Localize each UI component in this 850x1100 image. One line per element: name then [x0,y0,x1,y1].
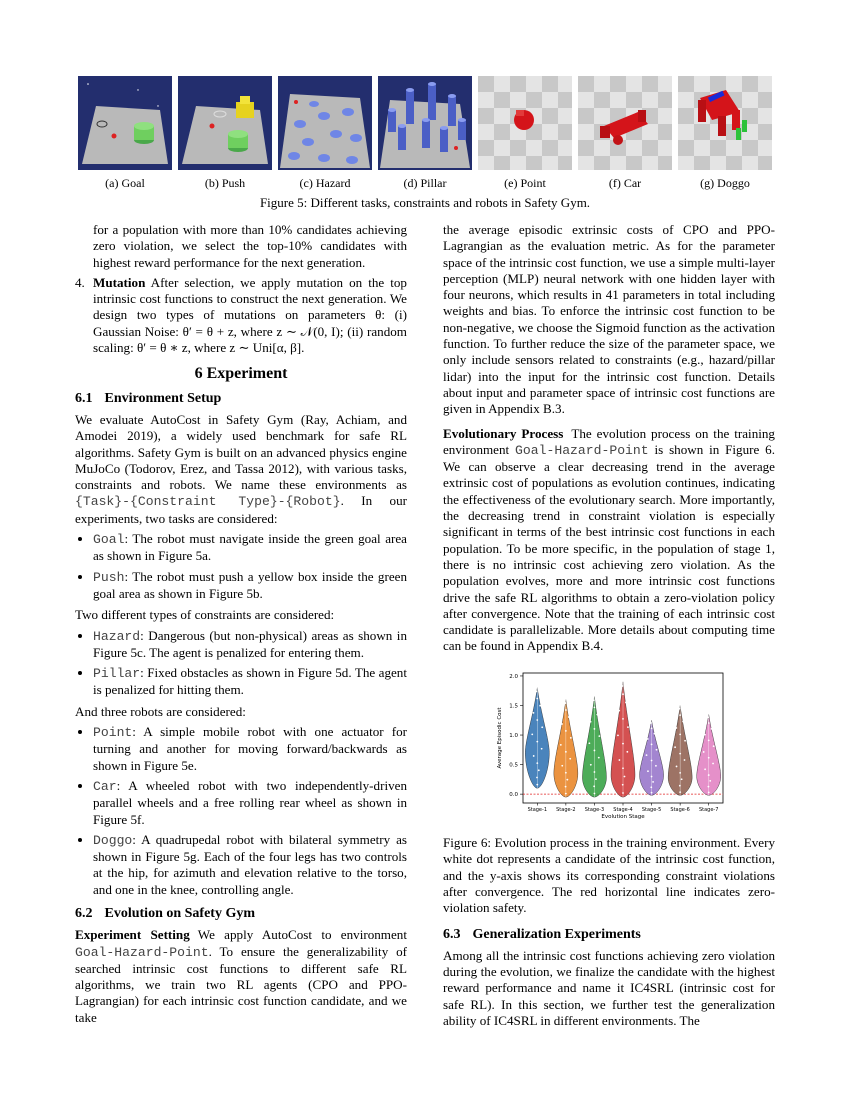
candidate-dot [539,705,541,707]
candidate-dot [590,721,592,723]
candidate-dot [679,791,681,793]
evolution-text-b: is shown in Figure 6. We can observe a clear decreasing trend in the average extrinsic cost of populations as evolution continues, indicating the effectiveness of the evolutionary search. More importantly, the decreasing trend in constraint violation is especially significant in terms of the best intrinsic cost functions in each population. To be more specific, in the population of stage 1, there is no intrinsic cost achieving zero violation. As the population evolves, more and more intrinsic cost functions drive the safe RL algorithms to obtain a zero-violation policy after convergence. Note that the training of each intrinsic cost candidate is parallelizable. More details about computing time can be found in Appendix B.4. [443,441,775,654]
candidate-dot [709,780,711,782]
candidate-dot [590,764,592,766]
thumb-caption: (d) Pillar [403,176,447,190]
candidate-dot [708,739,710,741]
candidate-dot [675,727,677,729]
y-tick-label: 0.0 [509,791,518,798]
evolution-process-paragraph [443,426,775,655]
task-code: Push [93,569,125,585]
candidate-dot [654,732,656,734]
robot-text: : A quadrupedal robot with bilateral symmetry as shown in Figure 5g. Each of the four legs has two controls at the hip, for azimuth and elevation relative to the torso, and one in the knee, controlling angle. [93,831,407,897]
section-title: Evolution on Safety Gym [104,905,256,921]
car-thumbnail [578,76,672,170]
candidate-dot [565,709,567,711]
constraint-code: Pillar [93,666,141,682]
robot-list [75,724,407,898]
candidate-dot [622,792,624,794]
y-tick-label: 1.5 [509,703,518,710]
environment-text-b: . In our experiments, two tasks are considered: [75,493,407,526]
x-tick-label: Stage-2 [556,806,576,813]
experiment-setting-paragraph [75,927,407,1026]
candidate-dot [656,749,658,751]
candidate-dot [617,734,619,736]
hazard-thumbnail [278,76,372,170]
candidate-dot [708,785,710,787]
environment-code: Goal-Hazard-Point [75,944,209,960]
candidate-dot [618,759,620,761]
candidate-dot [594,792,596,794]
robot-text: : A simple mobile robot with one actuator for turning and another for moving forward/backwards as shown in Figure 5e. [93,724,407,773]
thumb-caption: (g) Doggo [700,176,750,190]
candidate-dot [565,792,567,794]
robot-code: Point [93,725,133,741]
candidate-dot [569,758,571,760]
candidate-dot [594,706,596,708]
candidate-dot [560,744,562,746]
candidate-dot [570,737,572,739]
y-axis-label: Average Episodic Cost [497,707,503,769]
robot-code: Doggo [93,832,133,848]
candidate-dot [682,720,684,722]
list-item [93,569,407,603]
right-column [443,222,775,1033]
candidate-dot [593,785,595,787]
runin-heading: Experiment Setting [75,927,190,943]
setting-text-b: . To ensure the generalizability of searched intrinsic cost functions to different safe RL algorithms, we train two RL agents (CPO and PPO-Lagrangian) for each intrinsic cost function candidate, and we take [75,943,407,1025]
environment-text-a: We evaluate AutoCost in Safety Gym (Ray, Achiam, and Amodei 2019), a widely used benchmark for safe RL algorithms. Safety Gym is built on an advanced physics engine MuJoCo (Todorov, Erez, and Tassa 2012), with various tasks, constraints and robots. We name these environments as [75,411,407,493]
point-thumbnail [478,76,572,170]
task-text: : The robot must navigate inside the green goal area as shown in Figure 5a. [93,531,407,564]
candidate-dot [622,784,624,786]
candidate-dot [533,712,535,714]
candidate-dot [622,693,624,695]
robot-code: Car [93,778,117,794]
doggo-thumbnail [678,76,772,170]
candidate-dot [711,728,713,730]
x-tick-label: Stage-3 [584,806,605,813]
x-tick-label: Stage-7 [698,806,719,813]
section-6-2-heading [75,906,407,922]
candidate-dot [625,701,627,703]
section-number: 6.3 [443,926,461,942]
candidate-dot [679,714,681,716]
candidate-dot [676,765,678,767]
candidate-dot [618,709,620,711]
candidate-dot [596,713,598,715]
mutation-item [75,275,407,356]
candidate-dot [652,781,654,783]
candidate-dot [708,774,710,776]
candidate-dot [647,770,649,772]
candidate-dot [565,730,567,732]
candidate-dot [679,752,681,754]
mutation-title: Mutation [93,274,146,290]
candidate-dot [681,778,683,780]
thumb-caption: (e) Point [504,176,546,190]
candidate-dot [679,708,681,710]
candidate-dot [536,783,538,785]
runin-heading: Evolutionary Process [443,425,564,441]
candidate-dot [621,685,623,687]
mutation-number: 4. [75,274,85,290]
section-6-1-heading [75,391,407,407]
y-tick-label: 0.5 [509,762,518,769]
figure-5 [78,76,772,211]
list-item [93,531,407,565]
candidate-dot [651,759,653,761]
candidate-dot [679,785,681,787]
candidate-dot [531,733,533,735]
candidate-dot [646,754,648,756]
candidate-dot [536,740,538,742]
candidate-dot [674,746,676,748]
setting-text-a: We apply AutoCost to environment [197,927,407,943]
candidate-dot [708,757,710,759]
section-6-heading: 6 Experiment [194,365,288,383]
section-number: 6.1 [75,390,93,406]
task-text: : The robot must push a yellow box inside the green goal area as shown in Figure 5b. [93,568,407,601]
left-column [75,222,407,1030]
candidate-dot [566,778,568,780]
candidate-dot [679,733,681,735]
parameter-space-paragraph: the average episodic extrinsic costs of CPO and PPO-Lagrangian as the evaluation metric. As for the parameter space of the intrinsic cost function, we use a simple multi-layer perception (MLP) neural network with one hidden layer with four neurons, which results in 41 parameters in total including weights and bias. To enforce the intrinsic cost function to be non-negative, we choose the Sigmoid function as the activation function. To further reduce the size of the parameter space, we only include sensors related to constraints (e.g., hazard/pillar lidar) into the input for the intrinsic cost function. Details about input and parameter space of intrinsic cost functions are given in Appendix B.3. [443,222,775,417]
candidate-dot [595,778,597,780]
thumb-caption: (a) Goal [105,176,145,190]
candidate-dot [533,755,535,757]
candidate-dot [704,733,706,735]
candidate-dot [708,722,710,724]
candidate-dot [622,742,624,744]
section-title: Generalization Experiments [472,926,641,942]
evolution-text-a: The evolution process on the training environment [443,425,775,457]
candidate-dot [651,775,653,777]
candidate-dot [598,735,600,737]
list-item [93,665,407,699]
candidate-dot [647,738,649,740]
candidate-dot [703,751,705,753]
candidate-dot [684,759,686,761]
candidate-dot [593,699,595,701]
figure-5-caption: Figure 5: Different tasks, constraints and robots in Safety Gym. [259,195,591,210]
candidate-dot [624,775,626,777]
candidate-dot [538,769,540,771]
robots-intro: And three robots are considered: [75,703,246,719]
candidate-dot [594,728,596,730]
candidate-dot [536,762,538,764]
task-code: Goal [93,532,125,548]
candidate-dot [650,722,652,724]
list-item [93,628,407,662]
y-tick-label: 1.0 [509,732,518,739]
x-tick-label: Stage-1 [527,806,548,813]
candidate-dot [684,740,686,742]
candidate-dot [541,726,543,728]
mutation-text: After selection, we apply mutation on the top intrinsic cost functions to construct the next generation. We design two types of mutations on parameters θ: (i) Gaussian Noise: θ′ = θ + z, where z ∼ 𝒩(0, I); (ii) random scaling: θ′ = θ ∗ z, where z ∼ Uni[α, β]. [93,274,407,356]
candidate-dot [679,772,681,774]
goal-thumbnail [78,76,172,170]
candidate-dot [626,751,628,753]
x-tick-label: Stage-4 [613,806,633,813]
pillar-thumbnail [378,76,472,170]
candidate-dot [565,785,567,787]
candidate-dot [536,776,538,778]
candidate-dot [650,786,652,788]
candidate-dot [655,765,657,767]
list-item [93,778,407,828]
thumb-caption: (f) Car [608,176,642,190]
task-list [75,531,407,602]
x-axis-label: Evolution Stage [601,813,645,820]
section-title: Environment Setup [104,390,222,406]
constraint-code: Hazard [93,628,141,644]
candidate-dot [536,719,538,721]
candidate-dot [561,723,563,725]
constraint-list [75,628,407,699]
candidate-dot [651,743,653,745]
candidate-dot [622,718,624,720]
candidate-dot [536,697,538,699]
environment-paragraph [75,412,407,527]
candidate-dot [627,726,629,728]
list-item [93,832,407,898]
candidate-dot [594,771,596,773]
constraints-intro: Two different types of constraints are considered: [75,607,335,623]
section-number: 6.2 [75,905,93,921]
candidate-dot [536,690,538,692]
candidate-dot [588,742,590,744]
candidate-dot [622,767,624,769]
naming-format: {Task}-{Constraint Type}-{Robot} [75,494,341,510]
candidate-dot [594,749,596,751]
section-6-3-heading [443,927,775,943]
robot-text: : A wheeled robot with two independently-driven parallel wheels and a free rolling rear wheel as shown in Figure 5f. [93,777,407,827]
push-thumbnail [178,76,272,170]
environment-code: Goal-Hazard-Point [515,442,649,458]
candidate-dot [704,768,706,770]
x-tick-label: Stage-6 [670,806,690,813]
thumb-caption: (b) Push [204,176,246,190]
candidate-dot [651,727,653,729]
candidate-dot [561,765,563,767]
candidate-dot [708,791,710,793]
constraint-text: : Dangerous (but non-physical) areas as shown in Figure 5c. The agent is penalized for entering them. [93,627,407,660]
y-tick-label: 2.0 [509,673,518,680]
generalization-paragraph: Among all the intrinsic cost functions achieving zero violation during the evolution, we finalize the candidate with the highest reward performance and name it IC4SRL (intrinsic cost for safe RL). In this section, we further test the generalization ability of IC4SRL in different environments. The [443,947,775,1028]
candidate-dot [564,702,566,704]
candidate-dot [713,745,715,747]
candidate-dot [651,791,653,793]
candidate-dot [707,716,709,718]
candidate-dot [565,772,567,774]
candidate-dot [565,751,567,753]
figure-6-violin-chart [491,665,731,827]
candidate-dot [568,716,570,718]
x-tick-label: Stage-5 [641,806,662,813]
candidate-dot [712,762,714,764]
figure-6-caption: Figure 6: Evolution process in the training environment. Every white dot represents a candidate of the intrinsic cost function, and the y-axis shows its corresponding constraint violations after convergence. The red horizontal line indicates zero-violation safety. [443,835,775,916]
candidate-dot [541,748,543,750]
list-item [93,724,407,774]
candidate-dot [598,756,600,758]
thumb-caption: (c) Hazard [299,176,351,190]
selection-continuation: for a population with more than 10% candidates achieving zero violation, we select the top-10% candidates with highest reward performance for the next generation. [93,222,407,270]
constraint-text: : Fixed obstacles as shown in Figure 5d. The agent is penalized for hitting them. [93,665,407,698]
